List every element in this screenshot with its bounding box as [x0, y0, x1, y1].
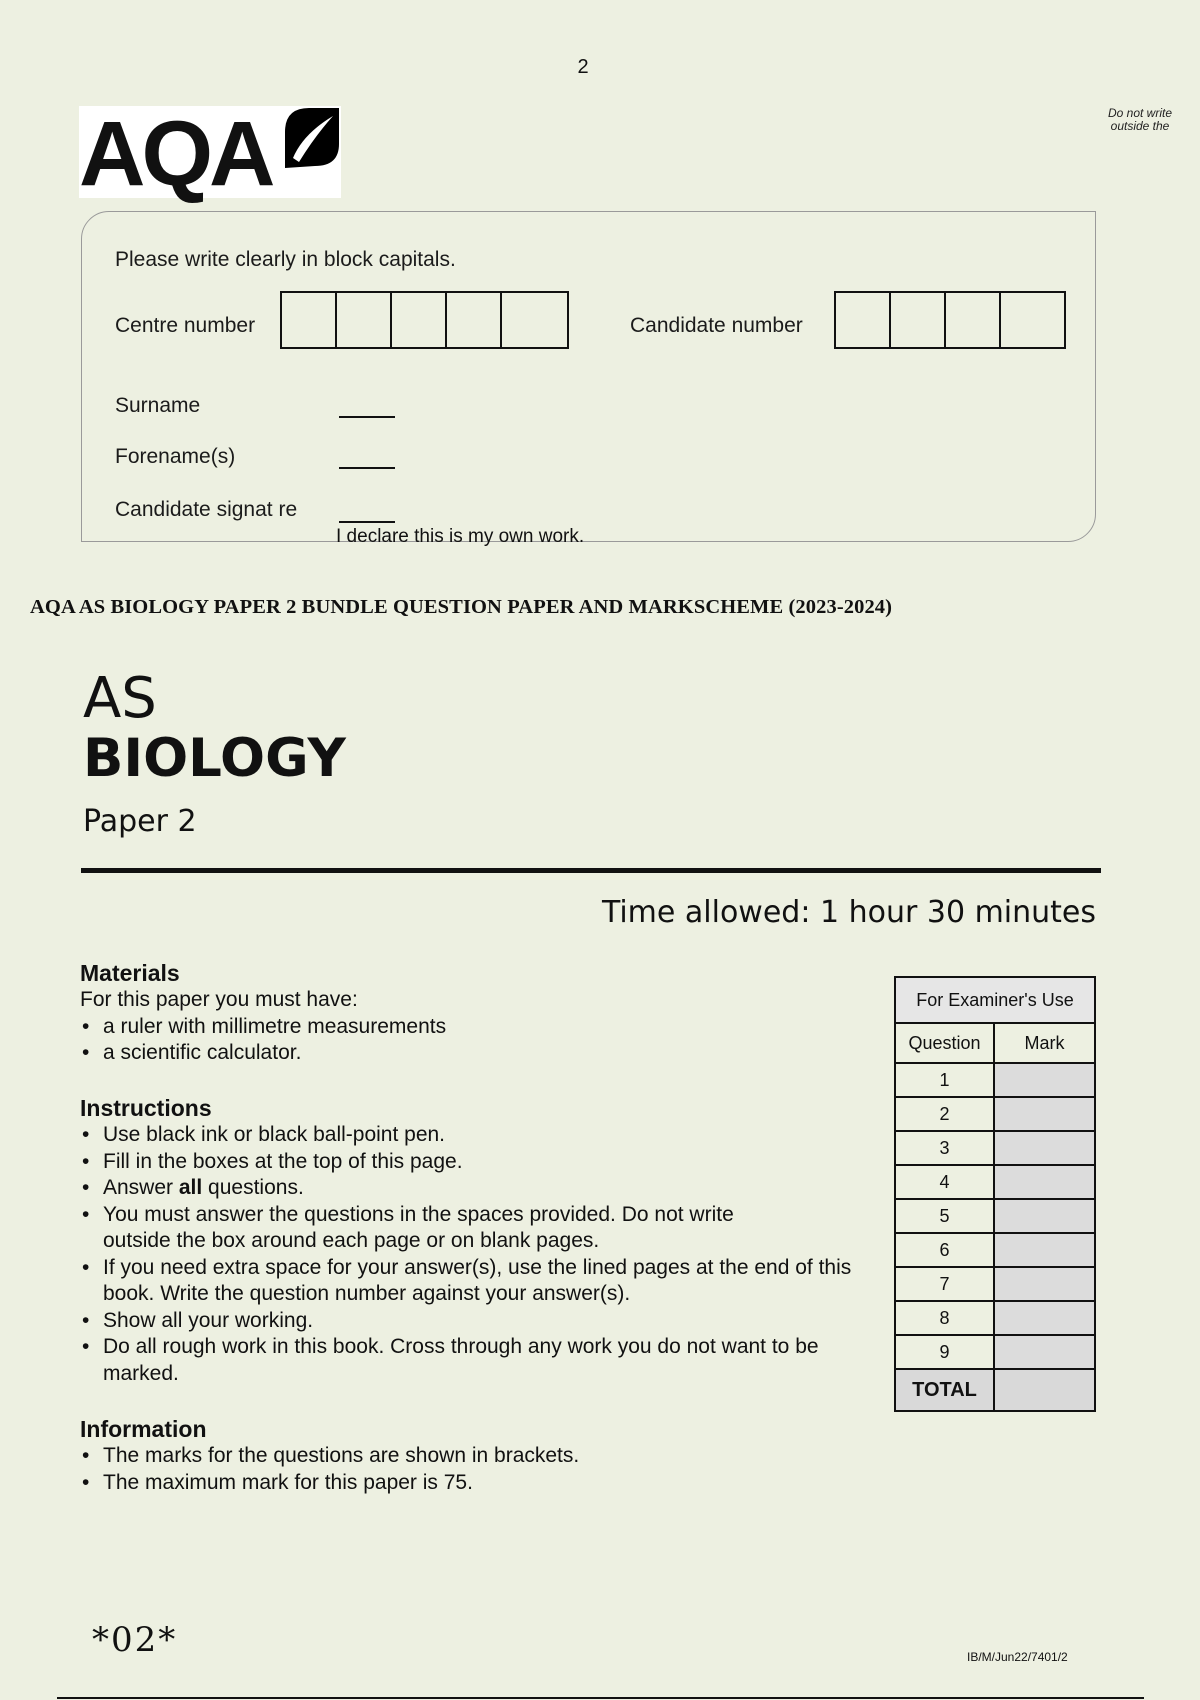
question-number-cell: 8: [895, 1301, 994, 1335]
list-item: • Answer all questions.: [80, 1175, 860, 1202]
signature-field[interactable]: [339, 521, 395, 523]
mark-cell[interactable]: [994, 1233, 1095, 1267]
table-row: [895, 1233, 1095, 1267]
centre-digit-box[interactable]: [282, 293, 337, 347]
aqa-logo: [79, 103, 341, 205]
centre-number-boxes[interactable]: [280, 291, 569, 349]
surname-label: Surname: [115, 394, 201, 417]
emphasis-all: all: [178, 1176, 203, 1199]
mark-cell[interactable]: [994, 1131, 1095, 1165]
materials-heading: Materials: [80, 960, 180, 986]
information-list: [80, 1443, 860, 1496]
instructions-section: [80, 1095, 860, 1387]
total-mark-cell[interactable]: [994, 1369, 1095, 1411]
centre-digit-box[interactable]: [392, 293, 447, 347]
question-number-cell: 1: [895, 1063, 994, 1097]
list-item: • a scientific calculator.: [80, 1040, 860, 1067]
logo-leaf-icon: [283, 106, 341, 168]
candidate-digit-box[interactable]: [1001, 293, 1056, 347]
question-column-header: Question: [895, 1023, 994, 1063]
examiner-table-title: For Examiner's Use: [895, 977, 1095, 1023]
mark-cell[interactable]: [994, 1267, 1095, 1301]
centre-number-label: Centre number: [115, 314, 256, 337]
mark-cell[interactable]: [994, 1199, 1095, 1233]
mark-column-header: Mark: [994, 1023, 1095, 1063]
list-item: • Do all rough work in this book. Cross through any work you do not want to be marked.: [80, 1334, 833, 1387]
table-row: [895, 1199, 1095, 1233]
list-item: • The marks for the questions are shown in brackets.: [80, 1443, 860, 1470]
candidate-digit-box[interactable]: [891, 293, 946, 347]
list-item: • You must answer the questions in the spaces provided. Do not write outside the box around each page or on blank pages.: [80, 1202, 793, 1255]
instructions-list: [80, 1122, 860, 1387]
bundle-banner: AQA AS BIOLOGY PAPER 2 BUNDLE QUESTION PAPER AND MARKSCHEME (2023-2024): [30, 596, 893, 618]
table-row: [895, 1165, 1095, 1199]
question-number-cell: 3: [895, 1131, 994, 1165]
paper-label: Paper 2: [83, 804, 197, 839]
forename-label: Forename(s): [115, 445, 236, 468]
candidate-number-label: Candidate number: [630, 314, 803, 337]
instructions-heading: Instructions: [80, 1095, 212, 1121]
mark-cell[interactable]: [994, 1165, 1095, 1199]
table-row: [895, 1335, 1095, 1369]
candidate-number-boxes[interactable]: [834, 291, 1066, 349]
centre-digit-box[interactable]: [502, 293, 557, 347]
title-rule: [81, 868, 1101, 873]
logo-text: AQA: [79, 103, 272, 205]
mark-cell[interactable]: [994, 1335, 1095, 1369]
declaration-text: I declare this is my own work.: [336, 526, 585, 547]
question-number-cell: 6: [895, 1233, 994, 1267]
information-section: [80, 1416, 860, 1496]
list-item: • The maximum mark for this paper is 75.: [80, 1470, 860, 1497]
examiner-use-table: [894, 976, 1096, 1412]
list-item: • If you need extra space for your answer(s), use the lined pages at the end of this book. Write the question number against your answer(s).: [80, 1255, 863, 1308]
table-row: [895, 1301, 1095, 1335]
centre-digit-box[interactable]: [337, 293, 392, 347]
mark-cell[interactable]: [994, 1097, 1095, 1131]
subject-name: BIOLOGY: [83, 728, 346, 789]
list-item: • Fill in the boxes at the top of this page.: [80, 1149, 860, 1176]
page-barcode-text: *02*: [92, 1620, 178, 1660]
materials-list: [80, 1014, 860, 1067]
question-number-cell: 2: [895, 1097, 994, 1131]
table-row: [895, 1131, 1095, 1165]
list-item: • Use black ink or black ball-point pen.: [80, 1122, 860, 1149]
candidate-digit-box[interactable]: [946, 293, 1001, 347]
mark-cell[interactable]: [994, 1301, 1095, 1335]
question-number-cell: 9: [895, 1335, 994, 1369]
mark-cell[interactable]: [994, 1063, 1095, 1097]
information-heading: Information: [80, 1416, 207, 1442]
candidate-digit-box[interactable]: [836, 293, 891, 347]
subject-level: AS: [83, 666, 157, 731]
time-allowed: Time allowed: 1 hour 30 minutes: [601, 895, 1096, 930]
margin-note: Do not write outside the: [1107, 106, 1173, 133]
bottom-rule: [57, 1697, 1144, 1699]
question-number-cell: 7: [895, 1267, 994, 1301]
surname-field[interactable]: [339, 416, 395, 418]
total-label: TOTAL: [895, 1369, 994, 1411]
question-number-cell: 4: [895, 1165, 994, 1199]
materials-intro: For this paper you must have:: [80, 988, 358, 1011]
centre-digit-box[interactable]: [447, 293, 502, 347]
signature-label: Candidate signat re: [115, 498, 298, 521]
table-row: [895, 1097, 1095, 1131]
materials-section: [80, 960, 860, 1067]
block-capitals-instruction: Please write clearly in block capitals.: [115, 248, 456, 271]
page-number: 2: [577, 56, 589, 78]
list-item: • Show all your working.: [80, 1308, 860, 1335]
table-row: [895, 1267, 1095, 1301]
table-row: [895, 1063, 1095, 1097]
list-item: • a ruler with millimetre measurements: [80, 1014, 860, 1041]
question-number-cell: 5: [895, 1199, 994, 1233]
paper-reference: IB/M/Jun22/7401/2: [967, 1650, 1068, 1664]
total-row: [895, 1369, 1095, 1411]
forename-field[interactable]: [339, 467, 395, 469]
